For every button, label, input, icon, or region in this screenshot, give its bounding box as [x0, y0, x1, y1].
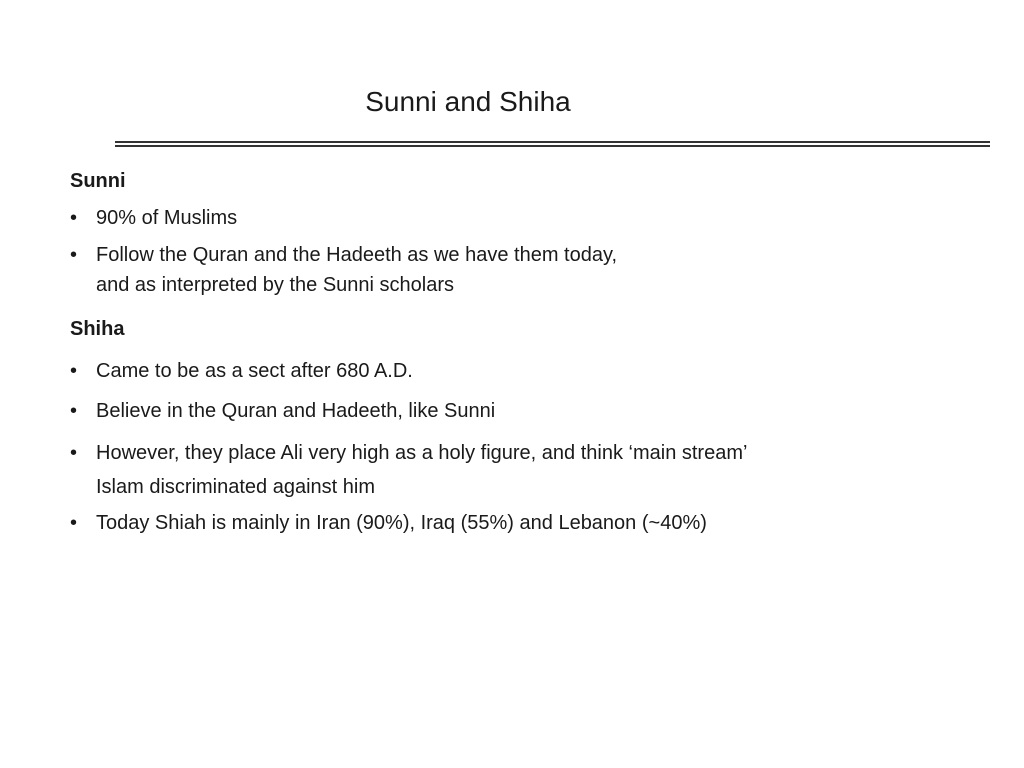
bullet-line: However, they place Ali very high as a holy figure, and think ‘main stream’ — [96, 442, 748, 464]
title-divider-top — [115, 141, 990, 143]
bullet-line: Believe in the Quran and Hadeeth, like Sunni — [96, 400, 496, 422]
slide-title-text: Sunni and Shiha — [365, 86, 571, 117]
bullet-line: Came to be as a sect after 680 A.D. — [96, 360, 413, 382]
bullet-line: Islam discriminated against him — [96, 476, 375, 498]
bullet-item — [70, 396, 970, 426]
bullet-marker: • — [70, 512, 78, 534]
bullet-item — [70, 508, 970, 538]
section-heading-shiha: Shiha — [70, 318, 125, 340]
bullet-line: 90% of Muslims — [96, 207, 238, 229]
bullet-marker: • — [70, 442, 78, 464]
bullet-marker: • — [70, 400, 78, 422]
slide-title — [0, 84, 936, 120]
bullet-item — [70, 436, 970, 504]
bullet-item — [70, 356, 970, 386]
bullet-line: and as interpreted by the Sunni scholars — [96, 274, 454, 296]
bullet-marker: • — [70, 244, 78, 266]
bullet-marker: • — [70, 207, 78, 229]
bullet-item — [70, 203, 970, 233]
bullet-marker: • — [70, 360, 78, 382]
section-heading-sunni: Sunni — [70, 170, 126, 192]
bullet-line: Follow the Quran and the Hadeeth as we have them today, — [96, 244, 618, 266]
title-divider-bottom — [115, 145, 990, 147]
bullet-item — [70, 240, 970, 300]
bullet-line: Today Shiah is mainly in Iran (90%), Iraq (55%) and Lebanon (~40%) — [96, 512, 707, 534]
